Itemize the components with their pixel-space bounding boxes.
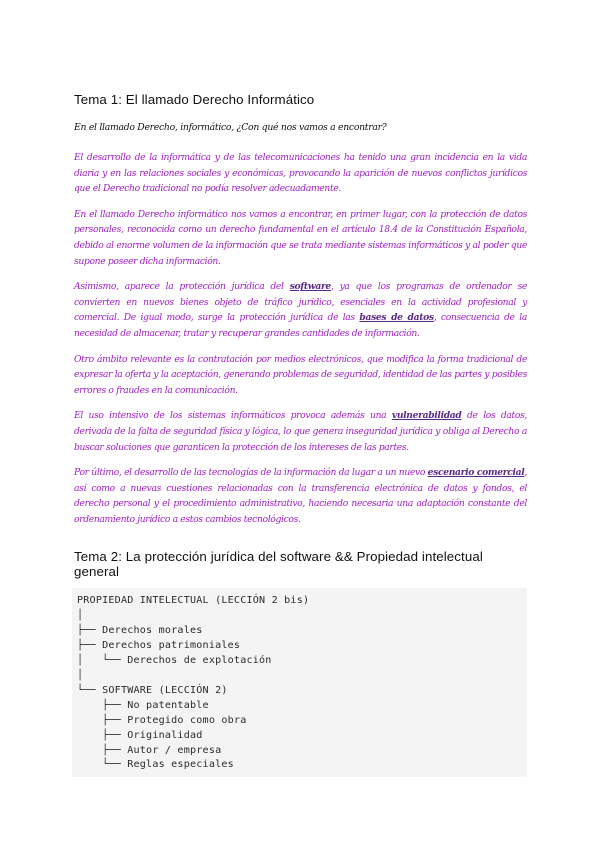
paragraph-text: Por último, el desarrollo de las tecnologías de la información da lugar a un nuevo (74, 467, 428, 479)
tree-line: PROPIEDAD INTELECTUAL (LECCIÓN 2 bis) (77, 595, 310, 607)
tema2-title: Tema 2: La protección jurídica del software && Propiedad intelectual general (74, 549, 483, 580)
tree-line: │ (77, 610, 84, 622)
tree-line: ├── Derechos morales (77, 625, 203, 637)
tree-line: └── Reglas especiales (77, 759, 234, 771)
paragraph-text: Otro ámbito relevante es la contratación por medios electrónicos, que modifica la forma tradicional de expresar la oferta y la aceptación, generando problemas de seguridad, identidad de las partes y posibles errores o fraudes en la comunicación. (74, 353, 527, 396)
tema1-title: Tema 1: El llamado Derecho Informático (74, 92, 315, 107)
tema1-paragraphs (74, 150, 527, 527)
paragraph-text: Asimismo, aparece la protección jurídica del (74, 281, 290, 293)
paragraph-text: de los datos, derivada de la falta de seguridad física y lógica, lo que genera inseguridad jurídica y obliga al Derecho a buscar soluciones que garanticen la protección de los intereses de las partes. (74, 410, 528, 453)
tree-line: ├── Protegido como obra (77, 714, 247, 726)
underlined-term: bases de datos (359, 312, 434, 324)
tree-line: └── SOFTWARE (LECCIÓN 2) (77, 684, 228, 696)
tree-line: │ └── Derechos de explotación (77, 655, 272, 667)
underlined-term: vulnerabilidad (391, 410, 462, 422)
paragraph (74, 408, 527, 455)
paragraph-text: , así como a nuevas cuestiones relacionadas con la transferencia electrónica de datos y fondos, el derecho personal y el procedimiento administrativo, haciendo necesaria una adaptación constante del ordenamiento jurídico a estos cambios tecnológicos. (74, 467, 527, 525)
underlined-term: software (289, 281, 331, 293)
document-page (74, 92, 527, 777)
tree-line: ├── Originalidad (77, 729, 203, 741)
paragraph-text: En el llamado Derecho informático nos vamos a encontrar, en primer lugar, con la protección de datos personales, reconocida como un derecho fundamental en el artículo 18.4 de la Constitución Española, debido al enorme volumen de la información que se trata mediante sistemas informáticos y al poder que supone poseer dicha información. (74, 208, 527, 267)
paragraph-text: , ya que los programas de ordenador se convierten en nuevos bienes objeto de tráfico jurídico, esenciales en la actividad profesional y comercial. De igual modo, surge la protección jurídica de las (74, 281, 527, 324)
tree-line: │ (77, 670, 84, 681)
paragraph (74, 352, 527, 399)
paragraph-text: El uso intensivo de los sistemas informáticos provoca además una (74, 410, 392, 422)
tree-line: ├── Autor / empresa (77, 744, 222, 756)
underlined-term: escenario comercial (427, 467, 525, 479)
paragraph (74, 465, 527, 527)
tree-line: ├── No patentable (77, 699, 209, 711)
paragraph (74, 279, 527, 341)
tree-line: ├── Derechos patrimoniales (77, 640, 241, 652)
paragraph (74, 207, 527, 269)
paragraph (74, 150, 527, 197)
code-block-tree (72, 588, 527, 777)
paragraph-text: El desarrollo de la informática y de las telecomunicaciones ha tenido una gran incidencia en la vida diaria y en las relaciones sociales y económicas, provocando la aparición de nuevos conflictos jurídicos que el Derecho tradicional no podía resolver adecuadamente. (74, 152, 527, 195)
paragraph-text: , consecuencia de la necesidad de almacenar, tratar y recuperar grandes cantidades de información. (74, 312, 527, 339)
tema1-question: En el llamado Derecho, informático, ¿Con qué nos vamos a encontrar? (74, 122, 387, 133)
